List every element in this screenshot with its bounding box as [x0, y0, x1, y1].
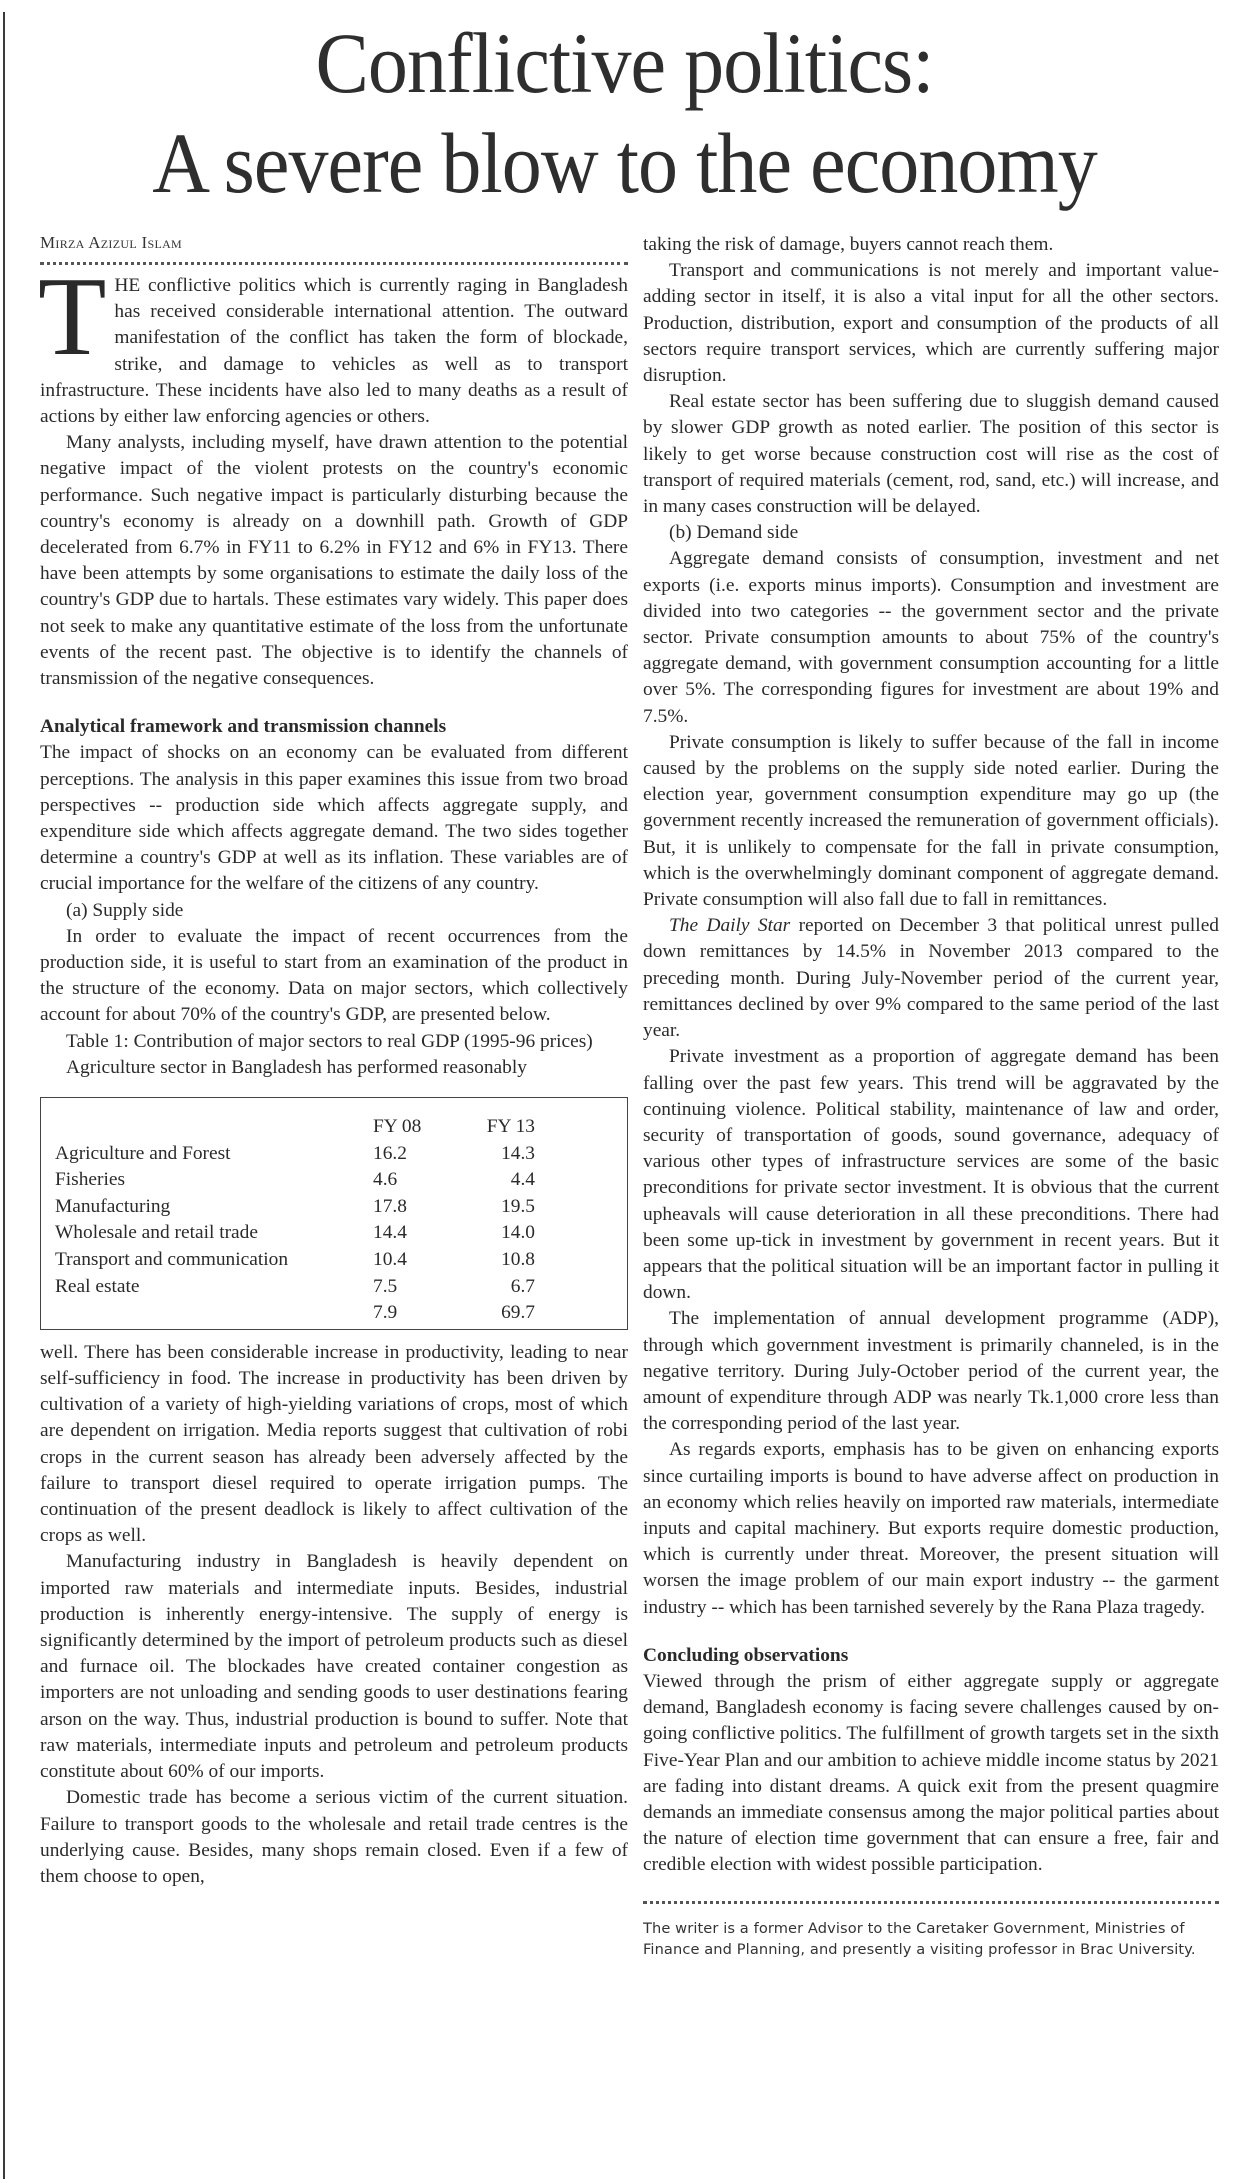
table-header-fy08: FY 08 [373, 1116, 422, 1138]
table-row [55, 1141, 613, 1168]
table-cell-fy08: 16.2 [373, 1142, 407, 1164]
paragraph-private-investment: Private investment as a proportion of aggregate demand has been falling over the past few years. This trend will be aggravated by the continuing violence. Political stability, maintenance of law and order, security of transportation of goods, sound governance, adequacy of various other types of infrastructure services are some of the basic preconditions for private sector investment. It is obvious that the current upheavals will cause deterioration in all these preconditions. There had been some up-tick in investment by government in recent years. But it appears that the political situation will be an important factor in pulling it down. [643, 1046, 1219, 1304]
table-cell-fy13: 4.4 [510, 1169, 535, 1191]
table-cell-sector [55, 1300, 373, 1327]
section-heading-analytical-framework: Analytical framework and transmission channels [40, 716, 447, 738]
footnote-dotted-divider [643, 1901, 1219, 1904]
table-cell-fy13: 14.0 [501, 1222, 535, 1244]
table-cell-fy08: 17.8 [373, 1195, 407, 1217]
headline-line-2: A severe blow to the economy [152, 115, 1097, 211]
table-header-sector [55, 1114, 373, 1141]
table-cell-fy08: 14.4 [373, 1222, 407, 1244]
table-row [55, 1220, 613, 1247]
drop-cap: T [38, 255, 107, 379]
paragraph-conclusion: Viewed through the prism of either aggregate supply or aggregate demand, Bangladesh economy is facing severe challenges caused by on-going conflictive politics. The fulfillment of growth targets set in the sixth Five-Year Plan and our ambition to achieve middle income status by 2021 are fading into distant dreams. A quick exit from the present quagmire demands an immediate consensus among the major political parties about the nature of election time government that can ensure a free, fair and credible election with widest possible participation. [643, 1670, 1219, 1876]
table-header-row [55, 1114, 613, 1141]
table-row [55, 1194, 613, 1221]
paragraph-supply: In order to evaluate the impact of recent occurrences from the production side, it is useful to start from an examination of the product in the structure of the economy. Data on major sectors, which collectively account for about 70% of the country's GDP, are presented below. [40, 925, 628, 1026]
table-cell-fy08: 10.4 [373, 1249, 407, 1271]
lead-paragraph [38, 255, 628, 430]
table-cell-sector: Agriculture and Forest [55, 1142, 231, 1164]
table-caption: Table 1: Contribution of major sectors to real GDP (1995-96 prices) [66, 1030, 593, 1052]
paragraph-remittances [643, 913, 1219, 1044]
table-cell-fy08: 7.5 [373, 1275, 398, 1297]
table-cell-fy08: 4.6 [373, 1169, 398, 1191]
paragraph-private-consumption: Private consumption is likely to suffer because of the fall in income caused by the problems on the supply side noted earlier. During the election year, government consumption expenditure may go up (the government recently increased the remuneration of government officials). But, it is unlikely to compensate for the fall in private consumption, which is the overwhelmingly dominant component of aggregate demand. Private consumption will also fall due to fall in remittances. [643, 731, 1219, 911]
subheading-supply-side: (a) Supply side [66, 899, 184, 921]
table-row [55, 1247, 613, 1274]
lead-paragraph-text: HE conflictive politics which is currently raging in Bangladesh has received considerable international attention. The outward manifestation of the conflict has taken the form of blockade, strike, and damage to vehicles as well as to transport infrastructure. These incidents have also led to many deaths as a result of actions by either law enforcing agencies or others. [40, 275, 628, 428]
table-cell-sector: Fisheries [55, 1169, 126, 1191]
article-headline [0, 14, 1249, 211]
subheading-demand-side: (b) Demand side [669, 522, 799, 544]
byline: Mirza Azizul Islam [40, 233, 183, 252]
article-column-right [643, 232, 1219, 1960]
table-cell-fy08: 7.9 [373, 1302, 398, 1324]
table-cell-sector: Manufacturing [55, 1195, 171, 1217]
paragraph-real-estate: Real estate sector has been suffering due to sluggish demand caused by slower GDP growth as noted earlier. The position of this sector is likely to get worse because construction cost will rise as the cost of transport of required materials (cement, rod, sand, etc.) will increase, and in many cases construction will be delayed. [643, 391, 1219, 518]
paragraph-agriculture-start: Agriculture sector in Bangladesh has performed reasonably [66, 1056, 527, 1078]
article-column-left [40, 232, 628, 1890]
gdp-sector-table [55, 1114, 613, 1327]
section-heading-concluding: Concluding observations [643, 1644, 849, 1666]
paragraph-remittances-text: reported on December 3 that political unrest pulled down remittances by 14.5% in November 2013 compared to the preceding month. During July-November period of the current year, remittances declined by over 9% compared to the same period of the last year. [643, 915, 1220, 1042]
paragraph-analysts: Many analysts, including myself, have drawn attention to the potential negative impact of the violent protests on the country's economic performance. Such negative impact is particularly disturbing because the country's economy is already on a downhill path. Growth of GDP decelerated from 6.7% in FY11 to 6.2% in FY12 and 6% in FY13. There have been attempts by some organisations to estimate the daily loss of the country's GDP due to hartals. These estimates vary widely. This paper does not seek to make any quantitative estimate of the loss from the unfortunate events of the recent past. The objective is to identify the channels of transmission of the negative consequences. [40, 432, 628, 690]
table-cell-fy13: 69.7 [501, 1302, 535, 1324]
gdp-sector-table-box [40, 1097, 628, 1330]
paragraph-adp: The implementation of annual development programme (ADP), through which government investment is primarily channeled, is in the negative territory. During July-October period of the current year, the amount of expenditure through ADP was nearly Tk.1,000 crore less than the corresponding period of the last year. [643, 1308, 1219, 1435]
paragraph-transport: Transport and communications is not merely and important value-adding sector in itself, it is also a vital input for all the other sectors. Production, distribution, export and consumption of the products of all sectors require transport services, which are currently suffering major disruption. [643, 260, 1219, 387]
table-row-total [55, 1300, 613, 1327]
table-cell-sector: Wholesale and retail trade [55, 1222, 258, 1244]
headline-line-1: Conflictive politics: [315, 15, 934, 111]
table-cell-sector: Real estate [55, 1275, 140, 1297]
author-note: The writer is a former Advisor to the Caretaker Government, Ministries of Finance and Planning, and presently a visiting professor in Brac University. [643, 1919, 1196, 1958]
table-row [55, 1274, 613, 1301]
table-cell-fy13: 19.5 [501, 1195, 535, 1217]
paragraph-aggregate-demand: Aggregate demand consists of consumption, investment and net exports (i.e. exports minus imports). Consumption and investment are divided into two categories -- the government sector and the private sector. Private consumption amounts to about 75% of the country's aggregate demand, with government consumption accounting for a little over 5%. The corresponding figures for investment are about 19% and 7.5%. [643, 548, 1219, 727]
byline-dotted-divider [40, 262, 628, 265]
paragraph-domestic-trade-continued: taking the risk of damage, buyers cannot reach them. [643, 234, 1054, 255]
paragraph-domestic-trade: Domestic trade has become a serious victim of the current situation. Failure to transport goods to the wholesale and retail trade centres is the underlying cause. Besides, many shops remain closed. Even if a few of them choose to open, [40, 1787, 628, 1887]
table-row [55, 1167, 613, 1194]
page-left-border [3, 12, 5, 2179]
table-cell-fy13: 10.8 [501, 1249, 535, 1271]
newspaper-name: The Daily Star [669, 915, 791, 937]
paragraph-agriculture-continued: well. There has been considerable increase in productivity, leading to near self-sufficiency in food. The increase in productivity has been driven by cultivation of a variety of high-yielding variations of crops, most of which are dependent on irrigation. Media reports suggest that cultivation of robi crops in the current season has already been adversely affected by the failure to transport diesel required to operate irrigation pumps. The continuation of the present deadlock is likely to affect cultivation of the crops as well. [40, 1341, 628, 1547]
table-cell-fy13: 6.7 [510, 1275, 535, 1297]
table-cell-fy13: 14.3 [501, 1142, 535, 1164]
table-header-fy13: FY 13 [486, 1116, 535, 1138]
paragraph-framework: The impact of shocks on an economy can be evaluated from different perceptions. The analysis in this paper examines this issue from two broad perspectives -- production side which affects aggregate supply, and expenditure side which affects aggregate demand. The two sides together determine a country's GDP at well as its inflation. These variables are of crucial importance for the welfare of the citizens of any country. [40, 742, 628, 895]
table-cell-sector: Transport and communication [55, 1249, 289, 1271]
paragraph-exports: As regards exports, emphasis has to be given on enhancing exports since curtailing imports is bound to have adverse affect on production in an economy which relies heavily on imported raw materials, intermediate inputs and capital machinery. But exports require domestic production, which is currently under threat. Moreover, the present situation will worsen the image problem of our main export industry -- the garment industry -- which has been tarnished severely by the Rana Plaza tragedy. [643, 1439, 1219, 1618]
paragraph-manufacturing: Manufacturing industry in Bangladesh is heavily dependent on imported raw materials and intermediate inputs. Besides, industrial production is inherently energy-intensive. The supply of energy is significantly determined by the import of petroleum products such as diesel and furnace oil. The blockades have created container congestion as importers are not unloading and sending goods to user destinations fearing arson on the way. Thus, industrial production is bound to suffer. Note that raw materials, intermediate inputs and petroleum and petroleum products constitute about 60% of our imports. [40, 1551, 628, 1783]
